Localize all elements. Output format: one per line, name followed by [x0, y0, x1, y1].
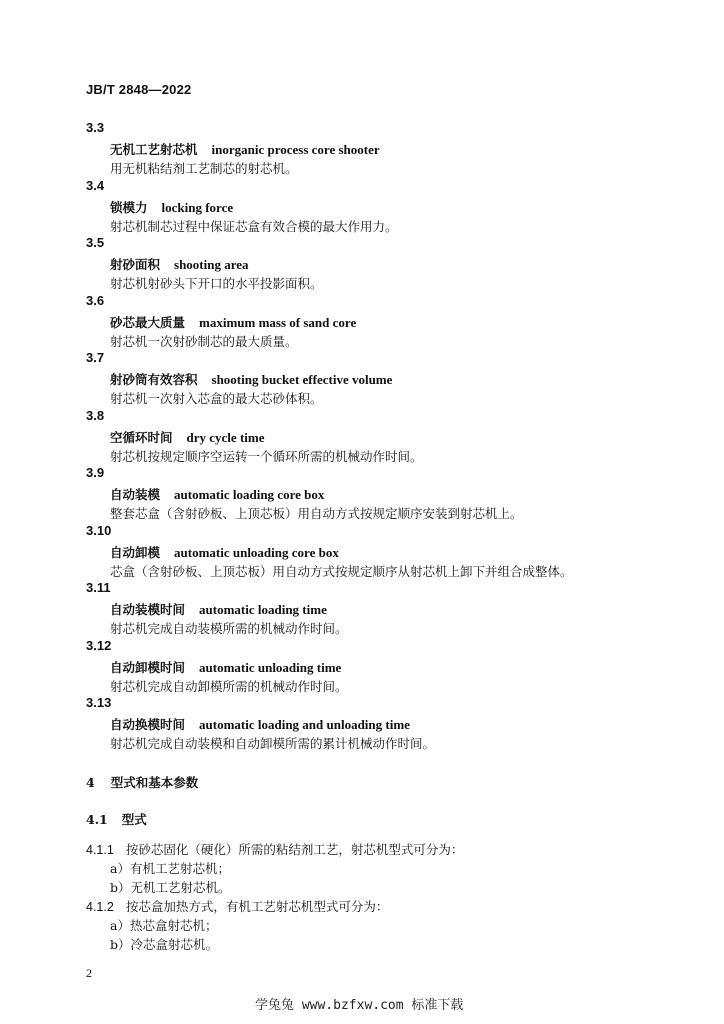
term-number: 3.10 — [86, 522, 112, 538]
term-english: automatic loading core box — [174, 487, 325, 502]
term-number: 3.8 — [86, 407, 105, 423]
section-4-1-heading — [86, 810, 147, 828]
term-definition: 整套芯盒（含射砂板、上顶芯板）用自动方式按规定顺序安装到射芯机上。 — [110, 506, 523, 521]
term-heading — [110, 715, 410, 733]
section-title: 型式 — [121, 812, 147, 827]
term-english: automatic unloading time — [199, 659, 342, 675]
term-chinese: 自动装模 — [110, 487, 161, 502]
term-heading — [110, 600, 327, 618]
clause-text: 按砂芯固化（硬化）所需的粘结剂工艺，射芯机型式可分为： — [125, 842, 464, 857]
term-english: automatic unloading core box — [174, 544, 339, 560]
term-chinese: 自动装模时间 — [110, 602, 186, 617]
list-item: a）有机工艺射芯机； — [110, 861, 230, 876]
page-number: 2 — [86, 966, 92, 980]
term-definition: 射芯机一次射砂制芯的最大质量。 — [110, 333, 298, 349]
term-number: 3.3 — [86, 120, 105, 135]
term-chinese: 射砂面积 — [110, 257, 161, 272]
term-heading — [110, 658, 341, 676]
term-definition: 射芯机完成自动装模所需的机械动作时间。 — [110, 621, 348, 636]
term-english: shooting area — [174, 257, 249, 272]
term-definition: 射芯机按规定顺序空运转一个循环所需的机械动作时间。 — [110, 448, 423, 464]
term-heading — [110, 370, 392, 388]
term-heading — [110, 255, 249, 273]
term-number: 3.9 — [86, 465, 105, 480]
term-number: 3.13 — [86, 695, 112, 710]
term-english: shooting bucket effective volume — [211, 372, 393, 387]
term-definition: 射芯机制芯过程中保证芯盒有效合模的最大作用力。 — [110, 218, 398, 234]
list-item: b）冷芯盒射芯机。 — [110, 937, 219, 952]
term-chinese: 自动卸模时间 — [110, 659, 186, 675]
list-item: a）热芯盒射芯机； — [110, 918, 218, 933]
term-number: 3.6 — [86, 292, 105, 308]
term-heading — [110, 198, 233, 216]
clause-4-1-1 — [86, 840, 463, 858]
term-english: automatic loading and unloading time — [199, 717, 410, 732]
section-4-heading — [86, 773, 198, 791]
term-chinese: 无机工艺射芯机 — [110, 142, 198, 157]
watermark-footer: 学兔兔 www.bzfxw.com 标准下载 — [255, 998, 464, 1013]
section-number: 4 — [86, 775, 95, 790]
list-item: b）无机工艺射芯机。 — [110, 880, 231, 895]
term-definition: 射芯机完成自动装模和自动卸模所需的累计机械动作时间。 — [110, 736, 436, 751]
term-english: automatic loading time — [199, 602, 327, 617]
term-chinese: 射砂筒有效容积 — [110, 372, 198, 387]
term-heading — [110, 140, 380, 158]
term-number: 3.5 — [86, 235, 105, 250]
term-definition: 射芯机一次射入芯盒的最大芯砂体积。 — [110, 391, 323, 406]
clause-number: 4.1.1 — [86, 843, 114, 857]
term-heading — [110, 428, 264, 446]
term-number: 3.11 — [86, 580, 111, 595]
term-heading — [110, 543, 339, 561]
clause-4-1-2 — [86, 897, 388, 915]
term-heading — [110, 313, 356, 331]
term-definition: 用无机粘结剂工艺制芯的射芯机。 — [110, 161, 298, 176]
term-definition: 射芯机射砂头下开口的水平投影面积。 — [110, 276, 323, 291]
term-number: 3.4 — [86, 177, 105, 193]
clause-text: 按芯盒加热方式，有机工艺射芯机型式可分为： — [125, 899, 389, 914]
term-english: dry cycle time — [186, 429, 265, 445]
term-number: 3.7 — [86, 350, 105, 365]
term-definition: 射芯机完成自动卸模所需的机械动作时间。 — [110, 678, 348, 694]
term-chinese: 自动卸模 — [110, 544, 161, 560]
term-english: inorganic process core shooter — [211, 142, 380, 157]
standard-number-header: JB/T 2848—2022 — [86, 82, 192, 97]
term-definition: 芯盒（含射砂板、上顶芯板）用自动方式按规定顺序从射芯机上卸下并组合成整体。 — [110, 563, 573, 579]
term-english: maximum mass of sand core — [199, 314, 357, 330]
term-heading — [110, 485, 324, 503]
term-chinese: 空循环时间 — [110, 429, 173, 445]
section-number: 4.1 — [86, 812, 108, 827]
term-chinese: 锁模力 — [110, 199, 148, 215]
term-english: locking force — [161, 199, 234, 215]
section-title: 型式和基本参数 — [110, 775, 199, 790]
term-chinese: 自动换模时间 — [110, 717, 186, 732]
term-chinese: 砂芯最大质量 — [110, 314, 186, 330]
clause-number: 4.1.2 — [86, 900, 114, 914]
term-number: 3.12 — [86, 637, 112, 653]
